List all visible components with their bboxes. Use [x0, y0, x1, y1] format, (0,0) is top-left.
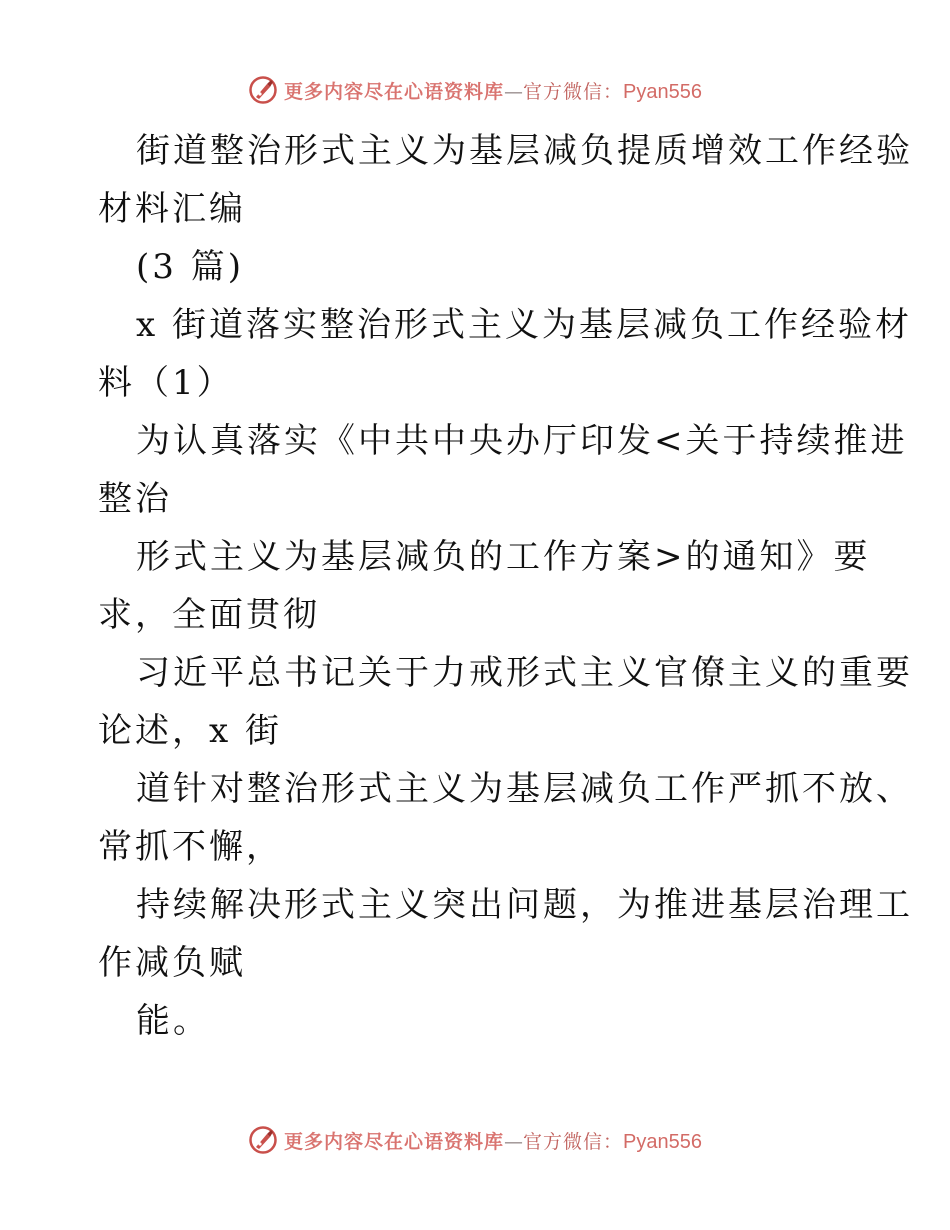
paragraph-line: 持续解决形式主义突出问题，为推进基层治理工: [136, 885, 913, 925]
paragraph-line: 形式主义为基层减负的工作方案>的通知》要: [136, 537, 871, 577]
document-title-line: 街道整治形式主义为基层减负提质增效工作经验: [136, 131, 913, 171]
watermark-main-text: 更多内容尽在心语资料库: [284, 1130, 505, 1153]
document-body: [98, 122, 913, 1050]
document-title-line: 材料汇编: [98, 189, 246, 229]
footer-watermark-banner: [0, 1120, 950, 1160]
watermark-wechat-id: Pyan556: [623, 80, 702, 103]
document-subtitle: (3 篇): [136, 247, 244, 287]
paragraph-line: 论述，x 街: [98, 711, 282, 751]
watermark-wechat-label: 官方微信：: [523, 80, 624, 103]
header-watermark-banner: [0, 70, 950, 110]
watermark-wechat-id: Pyan556: [623, 1130, 702, 1153]
watermark-dash: —: [504, 1130, 524, 1153]
paragraph-line: 作减负赋: [98, 943, 246, 983]
section-heading-line: x 街道落实整治形式主义为基层减负工作经验材: [136, 305, 912, 345]
paragraph-line: 能。: [136, 1001, 210, 1041]
pen-nib-logo-icon: [248, 75, 278, 105]
watermark-main-text: 更多内容尽在心语资料库: [284, 80, 505, 103]
paragraph-line: 整治: [98, 479, 172, 519]
pen-nib-logo-icon: [248, 1125, 278, 1155]
paragraph-line: 常抓不懈，: [98, 827, 283, 867]
paragraph-line: 道针对整治形式主义为基层减负工作严抓不放、: [136, 769, 913, 809]
watermark-dash: —: [504, 80, 524, 103]
paragraph-line: 习近平总书记关于力戒形式主义官僚主义的重要: [136, 653, 913, 693]
paragraph-line: 为认真落实《中共中央办厅印发<关于持续推进: [136, 421, 908, 461]
paragraph-line: 求，全面贯彻: [98, 595, 320, 635]
section-heading-line: 料（1）: [98, 363, 234, 403]
watermark-wechat-label: 官方微信：: [523, 1130, 624, 1153]
